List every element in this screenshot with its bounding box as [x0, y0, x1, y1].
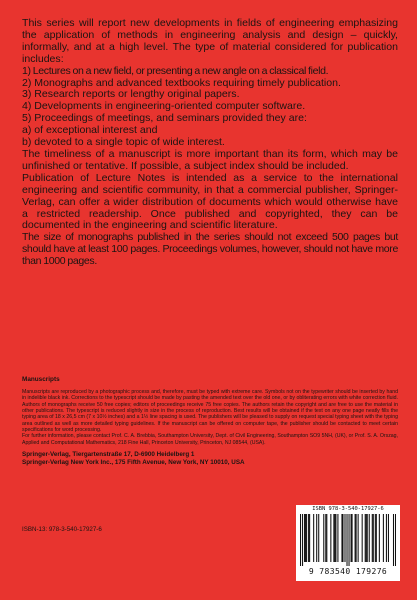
publication-paragraph: Publication of Lecture Notes is intended as a service to the international engineering and scientific community, in that a commercial publisher, Springer-Verlag, can offer a wider distribution of documents which would otherwise have a restricted readership. Once published and copyrighted, they can be documented in the engineering and scientific literature.: [22, 171, 398, 232]
barcode-bar: [337, 514, 338, 562]
barcode-bar: [309, 514, 310, 562]
barcode-bar: [325, 514, 326, 562]
barcode-digits: 9 783540 179276: [308, 567, 388, 576]
series-description: [22, 18, 398, 268]
list-item: 4) Developments in engineering-oriented computer software.: [22, 100, 306, 113]
barcode-bar: [306, 514, 307, 562]
barcode-bar: [330, 514, 331, 562]
barcode-bar: [316, 514, 317, 562]
sub-list-item: b) devoted to a single topic of wide interest.: [22, 136, 225, 149]
timeliness-paragraph: The timeliness of a manuscript is more important than its form, which may be unfinished or tentative. If possible, a subject index should be included.: [22, 147, 398, 172]
barcode-bar: [342, 514, 343, 562]
isbn-text: ISBN-13: 978-3-540-17927-6: [22, 526, 102, 533]
barcode-bar: [376, 514, 377, 562]
list-item: 3) Research reports or lengthy original papers.: [22, 88, 240, 101]
barcode-bars: [300, 514, 396, 566]
barcode-bar: [323, 514, 324, 562]
barcode-guard-bar: [395, 514, 396, 566]
barcode-bar: [313, 514, 314, 562]
barcode-bar: [318, 514, 319, 562]
manuscripts-body: Manuscripts are reproduced by a photographic process and, therefore, must be typed with extreme care. Symbols not on the typewriter should be inserted by hand in indelible black ink. Corrections to the typescript should be made by pasting the amended text over the old one, or by obliterating errors with white correction fluid. Authors of monographs receive 50 free copies; editors of proceedings receive 75 free copies. The authors retain the copyright and are free to use the material in other publications. The typescript is reduced slightly in size in the process of reproduction. Best results will be obtained if the text on any one page neatly fills the typing area of 18 x 26,5 cm (7 x 10½ inches) and a 1½ line spacing is used. The publishers will be pleased to supply on request special typing sheet with the typing area outlined as well as more detailed typing guidelines. If the manuscript can be offered on computer tape, the publisher should be contacted to meet certain specifications for word processing.: [22, 389, 398, 434]
barcode-guard-bar: [302, 514, 303, 566]
barcode-bar: [366, 514, 367, 562]
manuscripts-heading: Manuscripts: [22, 376, 60, 383]
barcode-bar: [383, 514, 384, 562]
isbn-barcode: [296, 505, 400, 581]
size-paragraph: The size of monographs published in the series should not exceed 500 pages but should have at least 100 pages. Proceedings volumes, however, should not have more than 1000 pages.: [22, 231, 398, 268]
barcode-bar: [308, 514, 309, 562]
barcode-bar: [304, 514, 305, 562]
barcode-bar: [341, 514, 342, 562]
barcode-bar: [344, 514, 345, 562]
barcode-isbn-label: ISBN 978-3-540-17927-6: [312, 506, 384, 512]
barcode-bar: [356, 514, 357, 562]
barcode-bar: [372, 514, 373, 562]
barcode-guard-bar: [300, 514, 301, 566]
barcode-bar: [352, 514, 353, 562]
barcode-bar: [358, 514, 359, 562]
barcode-guard-bar: [393, 514, 394, 566]
contact-info: For further information, please contact Prof. C. A. Brebbia, Southampton University, Dept. of Civil Engineering, Southampton SO9 5NH, (UK), or Prof. S. A. Orszag, Applied and Computational Mathematics, 218 Fine Hall, Princeton University, Princeton, NJ 08544, (USA).: [22, 433, 398, 446]
barcode-bar: [369, 514, 370, 562]
barcode-bar: [362, 514, 363, 562]
barcode-bar: [373, 514, 374, 562]
barcode-bar: [365, 514, 366, 562]
barcode-bar: [375, 514, 376, 562]
list-item: 5) Proceedings of meetings, and seminars provided they are:: [22, 112, 307, 125]
barcode-bar: [326, 514, 327, 562]
list-item: 1) Lectures on a new field, or presenting a new angle on a classical field.: [22, 64, 329, 77]
publisher-address-heidelberg: Springer-Verlag, Tiergartenstraße 17, D-6900 Heidelberg 1: [22, 451, 195, 458]
barcode-bar: [305, 514, 306, 562]
barcode-bar: [351, 514, 352, 562]
publisher-addresses: [22, 451, 398, 467]
material-list: [22, 66, 398, 149]
barcode-bar: [355, 514, 356, 562]
list-item: 2) Monographs and advanced textbooks requiring timely publication.: [22, 76, 341, 89]
barcode-bar: [367, 514, 368, 562]
manuscripts-section: [22, 376, 398, 446]
barcode-bar: [386, 514, 387, 562]
barcode-bar: [335, 514, 336, 562]
sub-list-item: a) of exceptional interest and: [22, 124, 158, 137]
intro-paragraph: This series will report new developments in fields of engineering emphasizing the application of methods in engineering analysis and design – quickly, informally, and at a high level. The type of material considered for publication includes:: [22, 17, 398, 65]
barcode-bar: [388, 514, 389, 562]
barcode-bar: [333, 514, 334, 562]
barcode-guard-bar: [349, 514, 350, 566]
barcode-guard-bar: [346, 514, 347, 566]
barcode-bar: [379, 514, 380, 562]
barcode-bar: [334, 514, 335, 562]
publisher-address-newyork: Springer-Verlag New York Inc., 175 Fifth Avenue, New York, NY 10010, USA: [22, 459, 245, 466]
